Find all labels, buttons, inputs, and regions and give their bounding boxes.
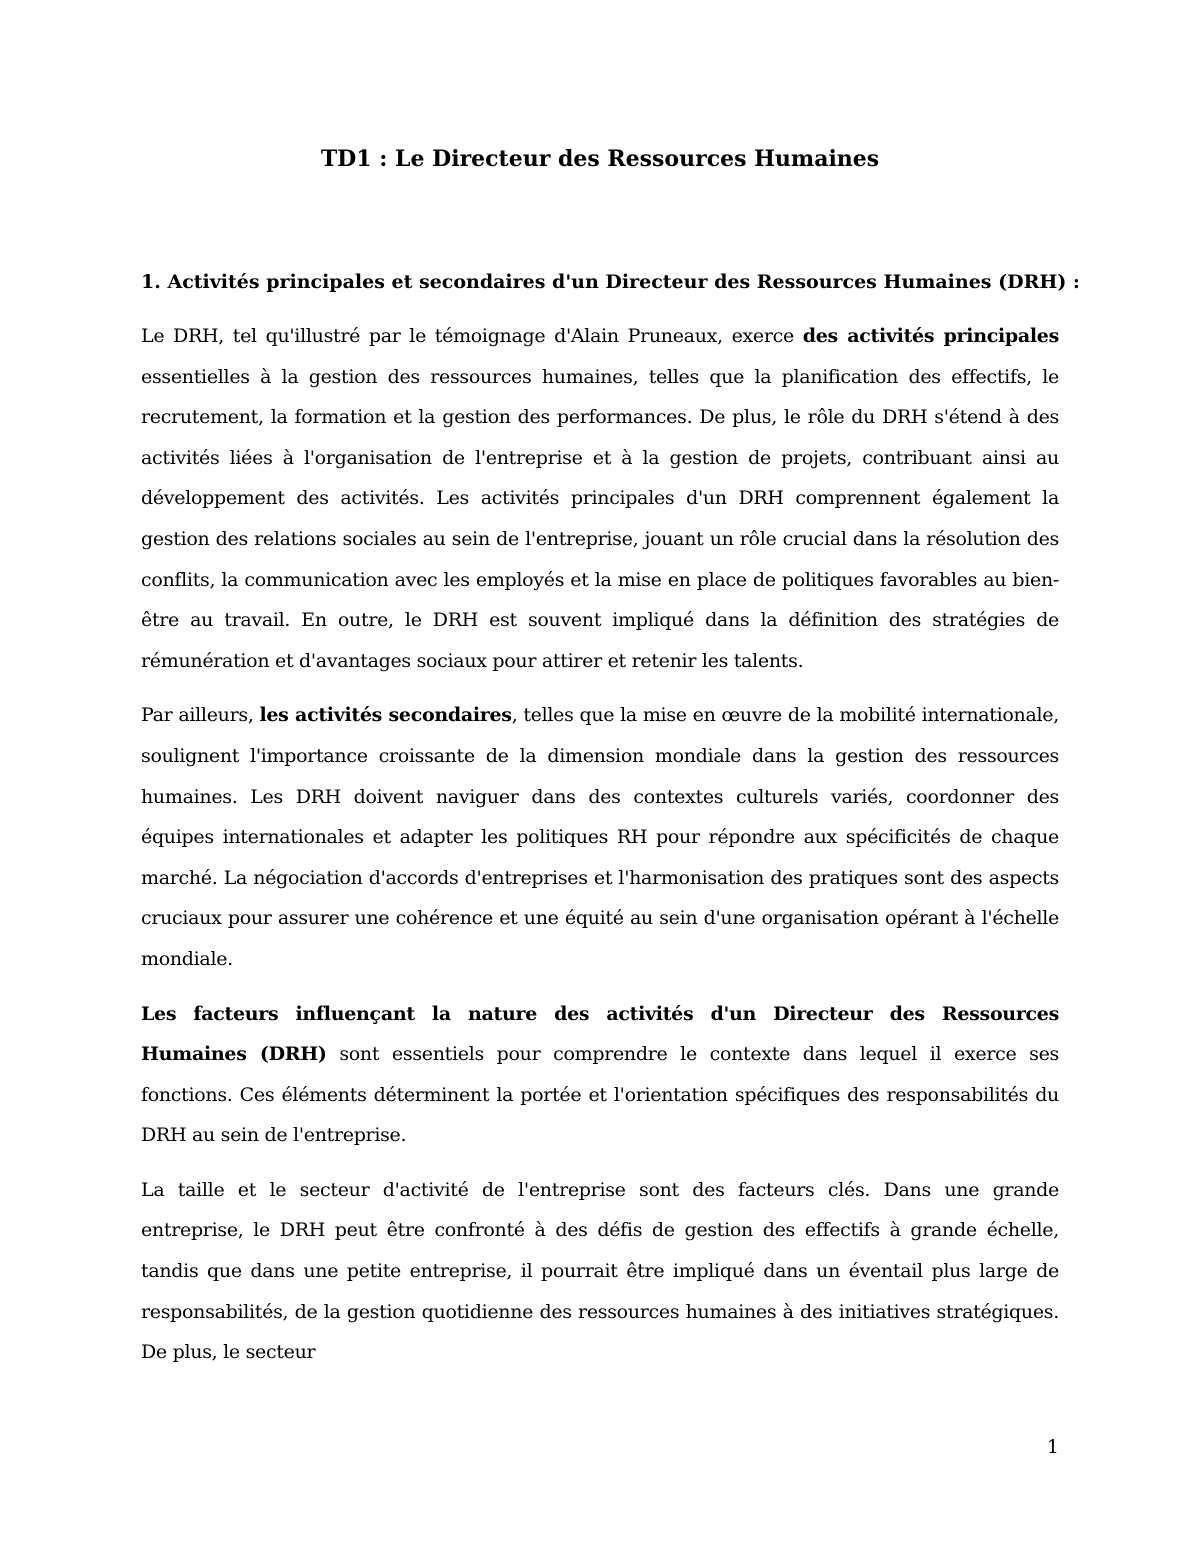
document-title: TD1 : Le Directeur des Ressources Humaines <box>320 146 880 172</box>
paragraph-size-and-sector <box>141 1170 1059 1373</box>
page-number: 1 <box>1046 1436 1059 1458</box>
section-heading: 1. Activités principales et secondaires d'un Directeur des Ressources Humaines (DRH) : <box>141 271 1080 293</box>
paragraph-text: Par ailleurs, <box>141 704 260 727</box>
paragraph-text: Le DRH, tel qu'illustré par le témoignage d'Alain Pruneaux, exerce <box>141 325 803 347</box>
paragraph-text: , telles que la mise en œuvre de la mobilité internationale, soulignent l'importance croissante de la dimension mondiale dans la gestion des ressources humaines. Les DRH doivent naviguer dans des contextes culturels variés, coordonner des équipes internationales et adapter les politiques RH pour répondre aux spécificités de chaque marché. La négociation d'accords d'entreprises et l'harmonisation des pratiques sont des aspects cruciaux pour assurer une cohérence et une équité au sein d'une organisation opérant à l'échelle mondiale. <box>141 704 1059 970</box>
paragraph-main-activities <box>141 316 1059 681</box>
paragraph-text: La taille et le secteur d'activité de l'entreprise sont des facteurs clés. Dans une grande entreprise, le DRH peut être confronté à des défis de gestion des effectifs à grande échelle, tandis que dans une petite entreprise, il pourrait être impliqué dans un éventail plus large de responsabilités, de la gestion quotidienne des ressources humaines à des initiatives stratégiques. De plus, le secteur <box>141 1178 1059 1364</box>
paragraph-influencing-factors <box>141 994 1059 1156</box>
paragraph-secondary-activities <box>141 695 1059 979</box>
document-body <box>141 262 1080 1387</box>
emphasis-influencing-factors: Les facteurs influençant la nature des activités d'un Directeur des Ressources Humaines (DRH) <box>141 1002 1059 1066</box>
emphasis-main-activities: des activités principales <box>802 325 1059 347</box>
emphasis-secondary-activities: les activités secondaires <box>259 704 512 727</box>
paragraph-text: sont essentiels pour comprendre le contexte dans lequel il exerce ses fonctions. Ces éléments déterminent la portée et l'orientation spécifiques des responsabilités du DRH au sein de l'entreprise. <box>141 1043 1059 1147</box>
paragraph-text: essentielles à la gestion des ressources humaines, telles que la planification des effectifs, le recrutement, la formation et la gestion des performances. De plus, le rôle du DRH s'étend à des activités liées à l'organisation de l'entreprise et à la gestion de projets, contribuant ainsi au développement des activités. Les activités principales d'un DRH comprennent également la gestion des relations sociales au sein de l'entreprise, jouant un rôle crucial dans la résolution des conflits, la communication avec les employés et la mise en place de politiques favorables au bien-être au travail. En outre, le DRH est souvent impliqué dans la définition des stratégies de rémunération et d'avantages sociaux pour attirer et retenir les talents. <box>141 365 1059 672</box>
